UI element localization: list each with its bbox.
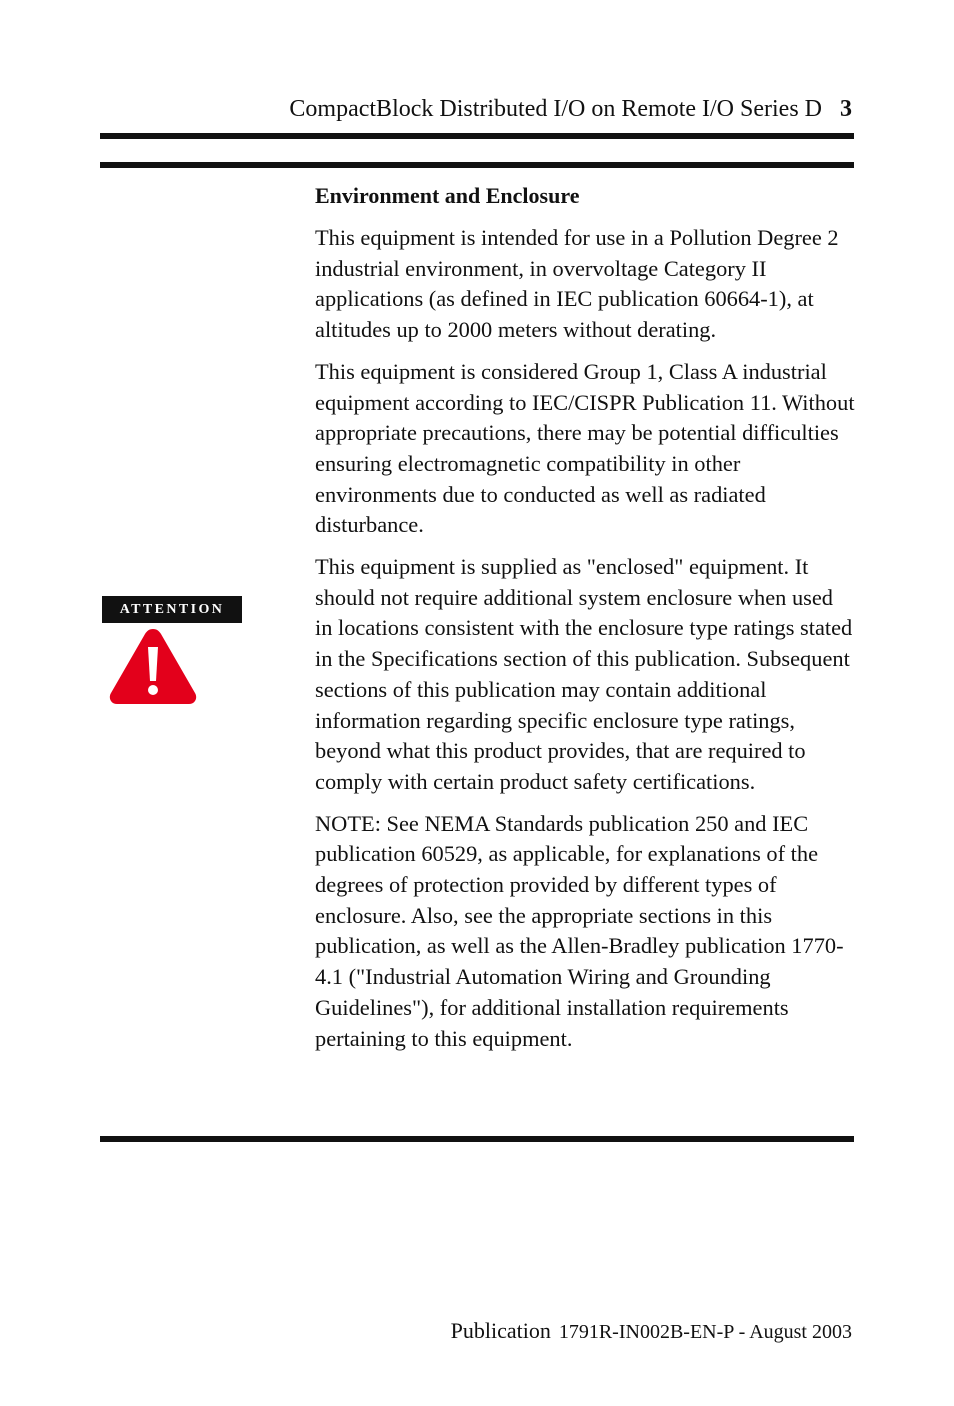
attention-block	[102, 596, 242, 707]
page-number: 3	[840, 96, 852, 122]
section-content	[315, 181, 855, 1065]
header-rule-top	[100, 133, 854, 139]
page-footer	[100, 1318, 852, 1344]
footer-publication-id: 1791R-IN002B-EN-P - August 2003	[558, 1321, 852, 1343]
paragraph-nema-note: NOTE: See NEMA Standards publication 250 and IEC publication 60529, as applicable, for explanations of the degrees of protection provided by different types of enclosure. Also, see the appropriate sections in this publication, as well as the Allen-Bradley publication 1770-4.1 ("Industrial Automation Wiring and Grounding Guidelines"), for additional installation requirements pertaining to this equipment.	[315, 810, 844, 1051]
attention-label: ATTENTION	[102, 596, 242, 623]
section-heading: Environment and Enclosure	[315, 183, 580, 208]
footer-publication-word: Publication	[450, 1318, 551, 1343]
paragraph-pollution-degree: This equipment is intended for use in a Pollution Degree 2 industrial environment, in overvoltage Category II applications (as defined in IEC publication 60664-1), at altitudes up to 2000 meters without derating.	[315, 225, 839, 343]
page-header	[100, 94, 852, 124]
paragraph-group-class: This equipment is considered Group 1, Class A industrial equipment according to IEC/CISPR Publication 11. Without appropriate precautions, there may be potential difficulties ensuring electromagnetic compatibility in other environments due to conducted as well as radiated disturbance.	[315, 358, 855, 538]
header-rule-bottom	[100, 162, 854, 168]
section-rule-bottom	[100, 1136, 854, 1142]
paragraph-enclosed-equipment: This equipment is supplied as "enclosed" equipment. It should not require additional system enclosure when used in locations consistent with the enclosure type ratings stated in the Specifications section of this publication. Subsequent sections of this publication may contain additional information regarding specific enclosure type ratings, beyond what this product provides, that are required to comply with certain product safety certifications.	[315, 554, 853, 794]
warning-triangle-icon	[107, 625, 199, 707]
header-title: CompactBlock Distributed I/O on Remote I/O Series D	[289, 96, 822, 122]
